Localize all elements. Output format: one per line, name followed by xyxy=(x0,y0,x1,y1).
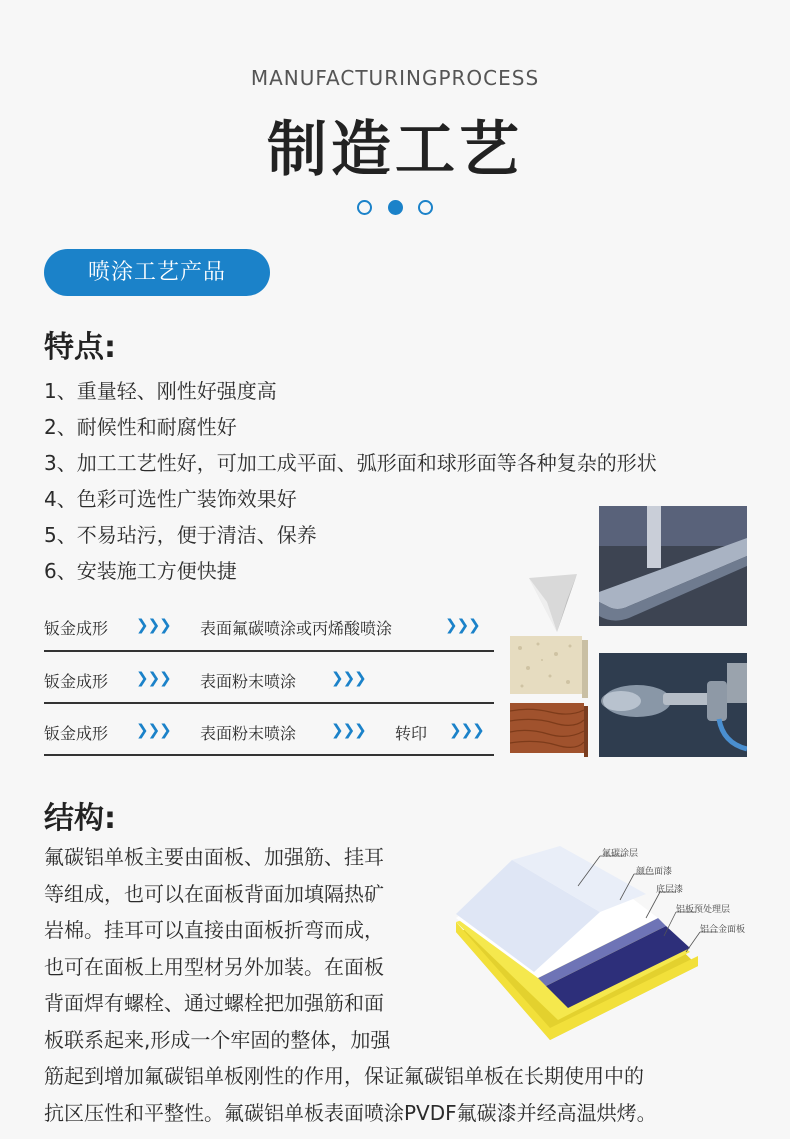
process-row xyxy=(44,665,494,695)
layer-label: 底层漆 xyxy=(656,885,684,895)
process-step: 钣金成形 xyxy=(44,672,109,691)
features-heading: 特点: xyxy=(44,330,116,365)
process-row xyxy=(44,717,494,747)
dot-indicator-active[interactable] xyxy=(388,200,403,215)
chevron-right-icon: ❯❯❯ xyxy=(136,669,171,687)
process-step: 表面粉末喷涂 xyxy=(200,672,297,691)
section-eyebrow: MANUFACTURINGPROCESS xyxy=(250,66,540,90)
structure-line: 抗区压性和平整性。氟碳铝单板表面喷涂PVDF氟碳漆并经高温烘烤。 xyxy=(44,1100,657,1125)
layer-label: 铝板预处理层 xyxy=(676,905,731,915)
structure-line: 筋起到增加氟碳铝单板刚性的作用，保证氟碳铝单板在长期使用中的 xyxy=(44,1064,644,1088)
structure-line: 也可在面板上用型材另外加装。在面板 xyxy=(44,954,384,979)
structure-line: 岩棉。挂耳可以直接由面板折弯而成， xyxy=(44,918,384,942)
chevron-right-icon: ❯❯❯ xyxy=(331,721,366,739)
process-step: 表面粉末喷涂 xyxy=(200,724,297,743)
stone-texture-panel-image xyxy=(510,636,588,698)
chevron-right-icon: ❯❯❯ xyxy=(136,616,171,634)
dot-indicator[interactable] xyxy=(357,200,372,215)
divider xyxy=(44,702,494,704)
layer-label: 氟碳涂层 xyxy=(602,849,639,859)
feature-item: 3、加工工艺性好，可加工成平面、弧形面和球形面等各种复杂的形状 xyxy=(44,451,657,475)
divider xyxy=(44,650,494,652)
carousel-dots xyxy=(357,200,437,216)
bending-machine-photo xyxy=(599,506,747,626)
panel-corner-image xyxy=(527,572,582,634)
process-step: 钣金成形 xyxy=(44,619,109,638)
process-step: 钣金成形 xyxy=(44,724,109,743)
feature-item: 4、色彩可选性广装饰效果好 xyxy=(44,487,297,511)
page-title: 制造工艺 xyxy=(267,115,523,185)
divider xyxy=(44,754,494,756)
process-step: 表面氟碳喷涂或丙烯酸喷涂 xyxy=(200,619,393,638)
structure-line: 氟碳铝单板主要由面板、加强筋、挂耳 xyxy=(44,845,384,869)
structure-line: 板联系起来,形成一个牢固的整体，加强 xyxy=(44,1027,391,1052)
structure-line: 等组成，也可以在面板背面加填隔热矿 xyxy=(44,881,384,906)
process-step: 转印 xyxy=(395,724,428,743)
chevron-right-icon: ❯❯❯ xyxy=(136,721,171,739)
feature-item: 2、耐候性和耐腐性好 xyxy=(44,415,237,439)
structure-heading: 结构: xyxy=(44,801,116,836)
spray-gun-photo xyxy=(599,653,747,757)
wood-grain-panel-image xyxy=(510,703,588,757)
process-row xyxy=(44,612,494,642)
layer-label: 颜色面漆 xyxy=(636,867,673,877)
layer-label: 铝合金面板 xyxy=(700,925,746,935)
structure-line: 背面焊有螺栓、通过螺栓把加强筋和面 xyxy=(44,991,384,1015)
chevron-right-icon: ❯❯❯ xyxy=(445,616,480,634)
chevron-right-icon: ❯❯❯ xyxy=(331,669,366,687)
feature-item: 1、重量轻、刚性好强度高 xyxy=(44,379,277,403)
dot-indicator[interactable] xyxy=(418,200,433,215)
feature-item: 6、安装施工方便快捷 xyxy=(44,559,237,583)
feature-item: 5、不易玷污，便于清洁、保养 xyxy=(44,523,317,547)
panel-layer-diagram xyxy=(450,840,770,1050)
section-pill: 喷涂工艺产品 xyxy=(44,249,270,296)
chevron-right-icon: ❯❯❯ xyxy=(449,721,484,739)
